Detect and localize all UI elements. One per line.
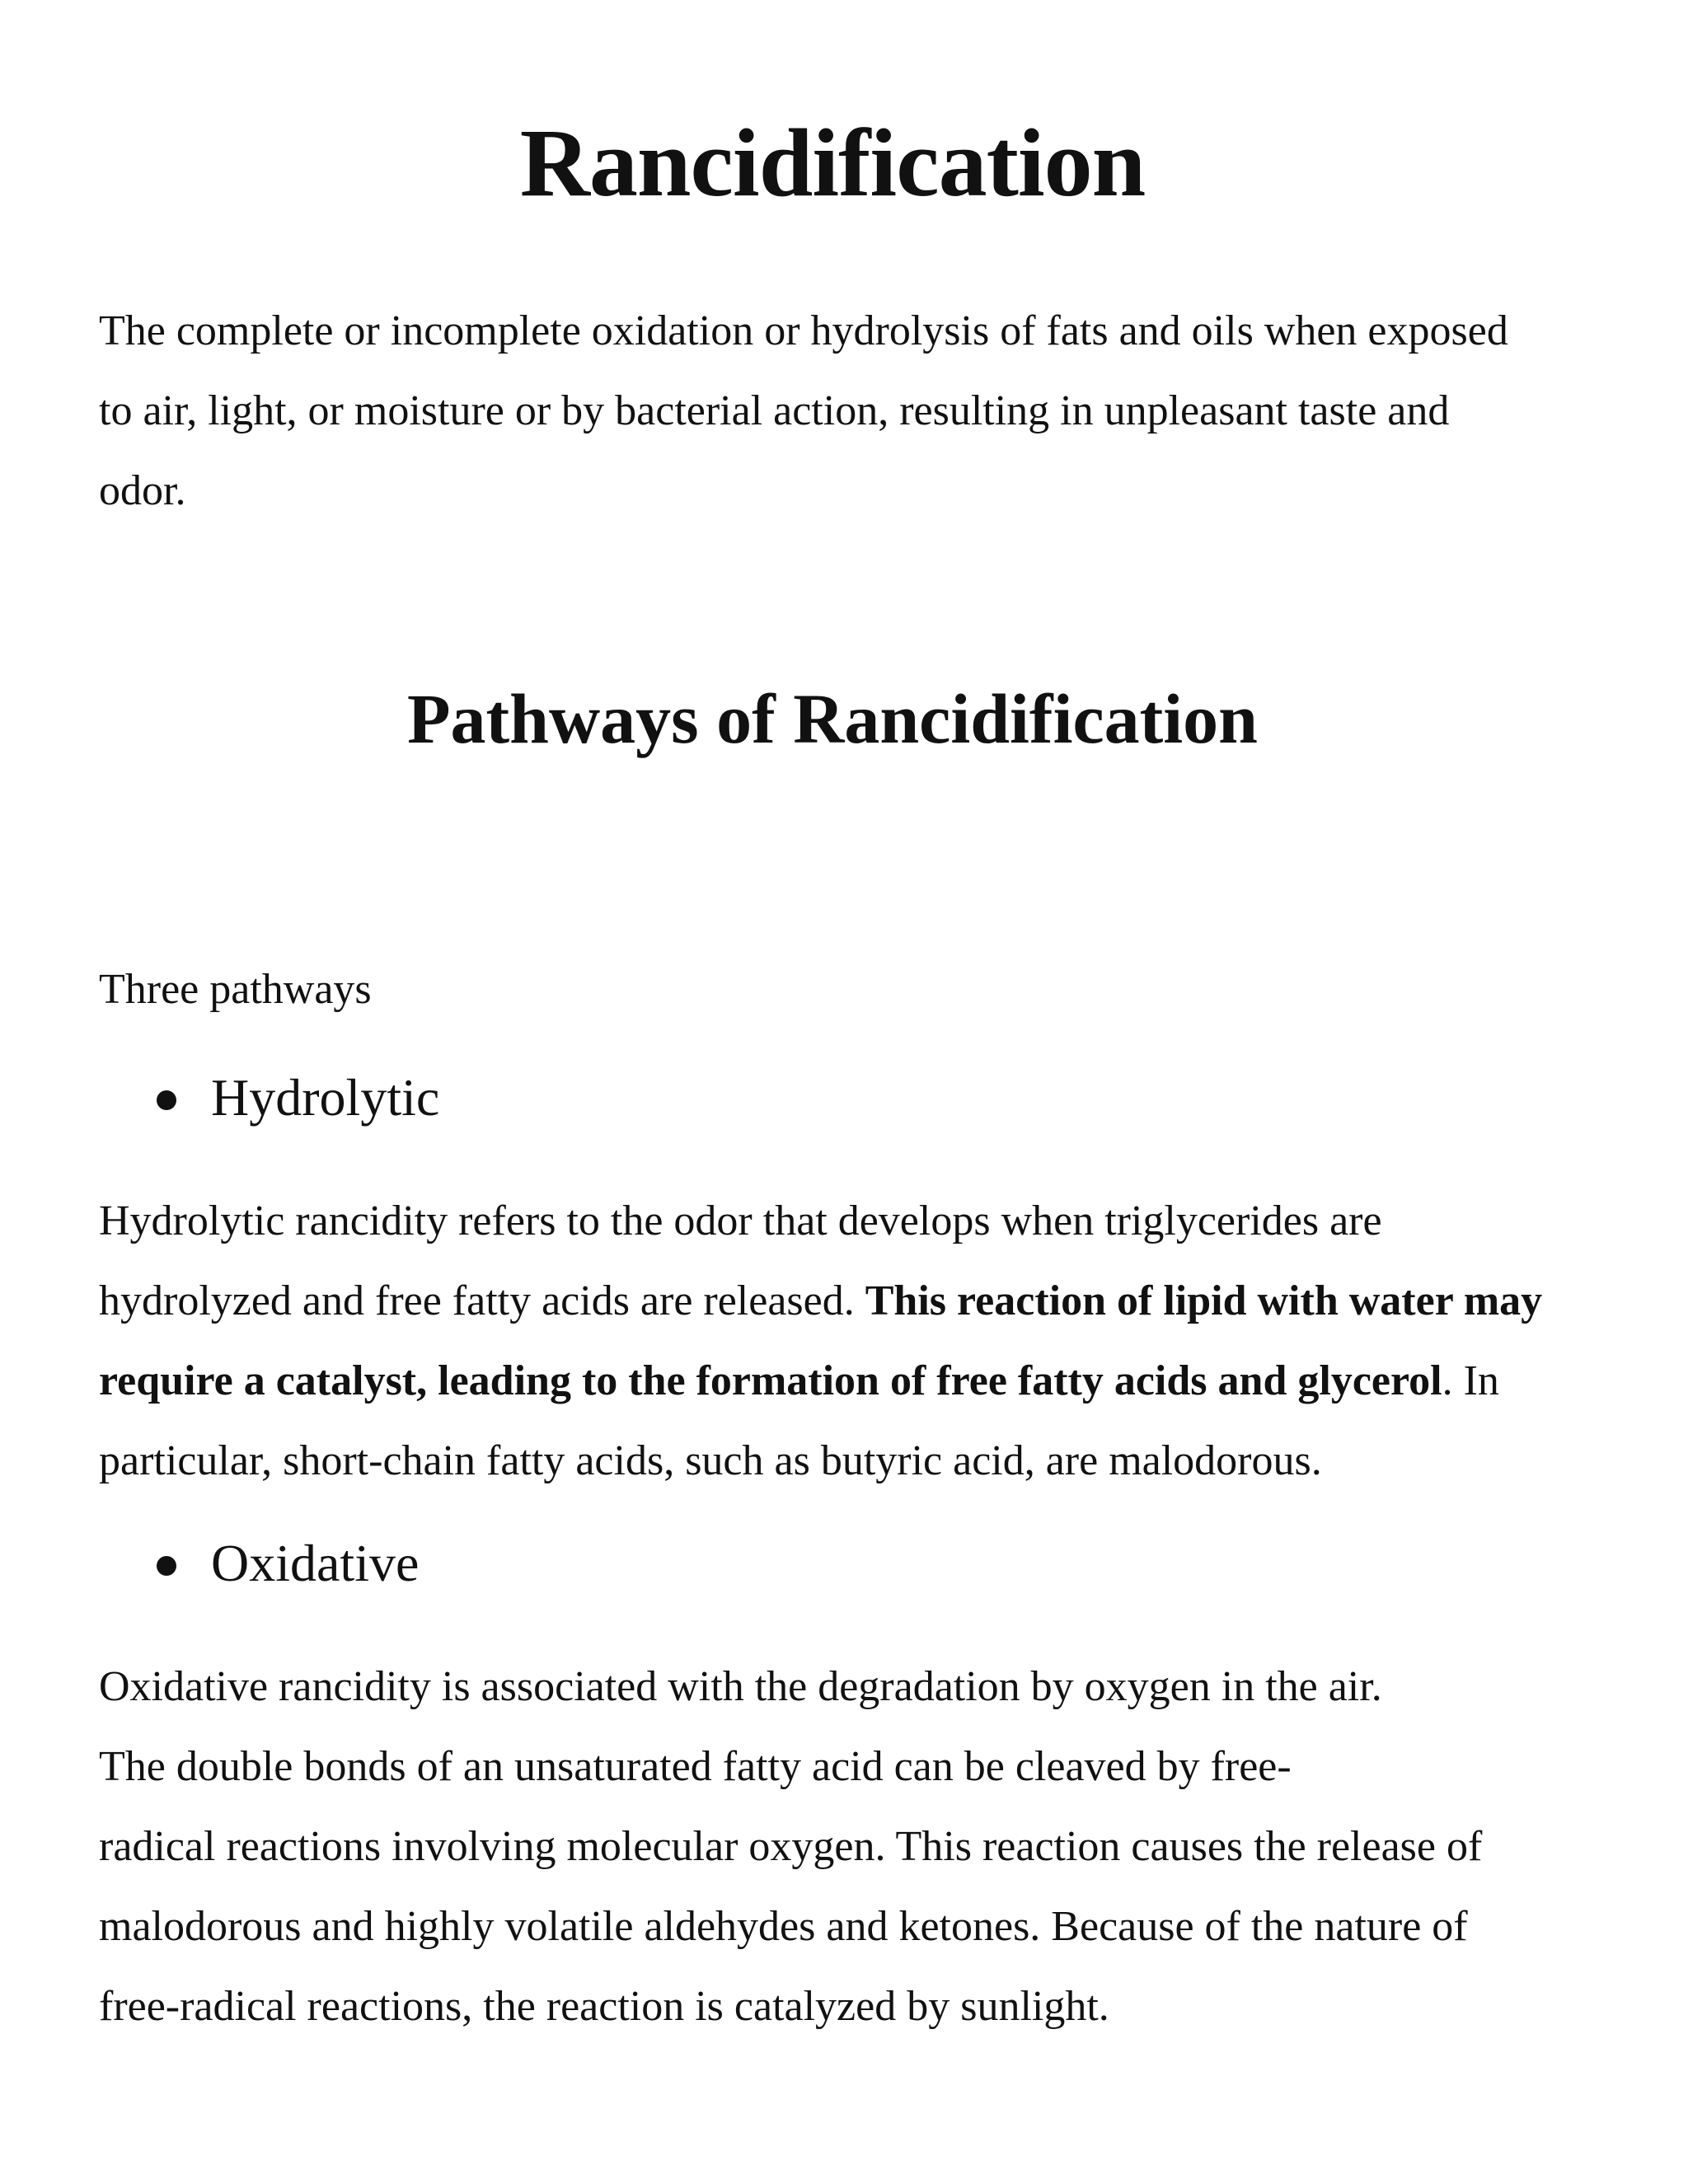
paragraph-line: The double bonds of an unsaturated fatty acid can be cleaved by free- [99, 1743, 1292, 1790]
plain-text: hydrolyzed and free fatty acids are released. [99, 1277, 865, 1324]
intro-paragraph [99, 291, 1566, 531]
plain-text: particular, short-chain fatty acids, such as butyric acid, are malodorous. [99, 1437, 1322, 1484]
intro-line: to air, light, or moisture or by bacterial action, resulting in unpleasant taste and [99, 387, 1450, 434]
section-heading: Pathways of Rancidification [407, 679, 1258, 758]
paragraph-line: Oxidative rancidity is associated with the degradation by oxygen in the air. [99, 1663, 1382, 1710]
paragraph-line [99, 1181, 1566, 1261]
list-item-label: Oxidative [211, 1534, 420, 1592]
hydrolytic-paragraph [99, 1181, 1566, 1501]
list-item-oxidative [157, 1522, 419, 1605]
lead-text: Three pathways [99, 966, 372, 1013]
list-item-label: Hydrolytic [211, 1068, 440, 1127]
paragraph-line [99, 1421, 1566, 1501]
bullet-icon [157, 1556, 176, 1576]
intro-line: odor. [99, 467, 186, 514]
paragraph-line [99, 1261, 1566, 1341]
oxidative-paragraph [99, 1647, 1566, 2046]
page-title: Rancidification [519, 109, 1146, 217]
list-item-hydrolytic [157, 1057, 439, 1139]
intro-line: The complete or incomplete oxidation or hydrolysis of fats and oils when exposed [99, 307, 1508, 354]
paragraph-line [99, 1341, 1566, 1421]
paragraph-line: radical reactions involving molecular oxygen. This reaction causes the release of [99, 1823, 1483, 1870]
paragraph-line: free-radical reactions, the reaction is catalyzed by sunlight. [99, 1983, 1109, 2030]
plain-text: Hydrolytic rancidity refers to the odor that develops when triglycerides are [99, 1197, 1382, 1244]
bold-text: require a catalyst, leading to the formation of free fatty acids and glycerol [99, 1357, 1442, 1404]
bullet-icon [157, 1090, 176, 1110]
paragraph-line: malodorous and highly volatile aldehydes and ketones. Because of the nature of [99, 1903, 1468, 1950]
bold-text: This reaction of lipid with water may [865, 1277, 1543, 1324]
plain-text: . In [1442, 1357, 1499, 1404]
